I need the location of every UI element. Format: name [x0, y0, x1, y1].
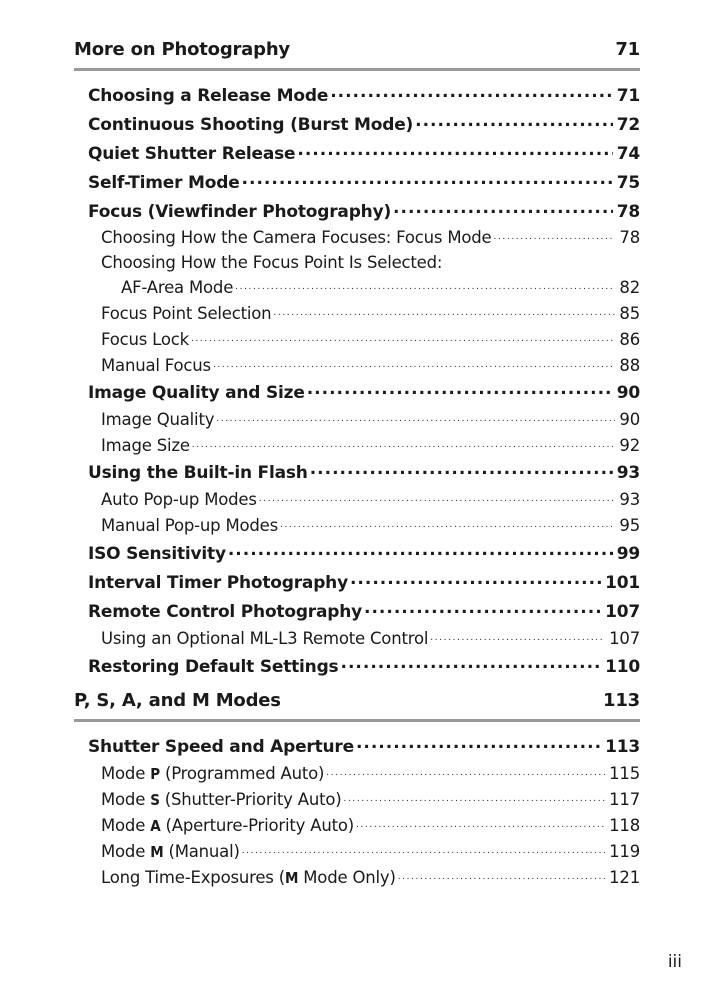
entry-page: 72 — [616, 115, 640, 135]
mode-p-symbol: P — [150, 765, 160, 783]
toc-entry[interactable] — [88, 377, 640, 403]
toc-subentry[interactable] — [101, 429, 640, 455]
entry-page: 107 — [609, 629, 640, 648]
toc-entry[interactable] — [88, 109, 640, 135]
entry-title: Focus (Viewfinder Photography) — [88, 202, 392, 222]
toc-entry[interactable] — [88, 538, 640, 564]
entry-page: 117 — [609, 790, 640, 809]
entry-page: 121 — [609, 868, 640, 887]
mode-m-symbol: M — [150, 843, 164, 861]
entry-title: Image Quality — [101, 410, 215, 429]
entry-title: Focus Point Selection — [101, 304, 272, 323]
toc-subentry[interactable] — [101, 297, 640, 323]
toc-subentry[interactable] — [101, 835, 640, 861]
toc-subentry[interactable] — [101, 403, 640, 429]
entry-page: 86 — [619, 330, 640, 349]
mode-m-symbol: M — [284, 869, 299, 887]
entry-title: Choosing a Release Mode — [88, 86, 329, 106]
leader-dots — [415, 109, 613, 135]
toc-subentry-line[interactable] — [101, 246, 442, 272]
leader-dots — [228, 538, 613, 564]
toc-subentry[interactable] — [101, 861, 640, 887]
toc-entry[interactable] — [88, 167, 640, 193]
mode-a-symbol: A — [150, 817, 161, 835]
leader-dots — [280, 509, 615, 535]
entry-page: 75 — [616, 173, 640, 193]
entry-title: Mode P (Programmed Auto) — [101, 764, 325, 783]
page-folio: iii — [667, 952, 682, 972]
entry-page: 85 — [619, 304, 640, 323]
leader-dots — [326, 757, 605, 783]
leader-dots — [430, 622, 605, 648]
section-page: 113 — [603, 689, 640, 711]
entry-title: Manual Focus — [101, 356, 211, 375]
toc-subentry[interactable] — [101, 323, 640, 349]
entry-title: Remote Control Photography — [88, 602, 363, 622]
entry-title: Focus Lock — [101, 330, 189, 349]
entry-page: 113 — [605, 737, 640, 757]
entry-title: Manual Pop-up Modes — [101, 516, 279, 535]
leader-dots — [494, 221, 616, 247]
toc-subentry[interactable] — [101, 483, 640, 509]
leader-dots — [213, 349, 615, 375]
entry-title: Choosing How the Camera Focuses: Focus Mode — [101, 228, 492, 247]
entry-title: Mode M (Manual) — [101, 842, 240, 861]
entry-title: Long Time-Exposures (M Mode Only) — [101, 868, 396, 887]
entry-title: Using the Built-in Flash — [88, 463, 308, 483]
leader-dots — [273, 297, 615, 323]
entry-title: ISO Sensitivity — [88, 544, 226, 564]
toc-subentry[interactable] — [101, 221, 640, 247]
leader-dots — [364, 596, 601, 622]
toc-subentry[interactable] — [101, 622, 640, 648]
entry-page: 118 — [609, 816, 640, 835]
toc-entry[interactable] — [88, 596, 640, 622]
entry-title: Mode S (Shutter-Priority Auto) — [101, 790, 342, 809]
leader-dots — [259, 483, 616, 509]
section-heading[interactable] — [74, 35, 640, 63]
entry-page: 71 — [616, 86, 640, 106]
entry-title: Restoring Default Settings — [88, 657, 339, 677]
toc-entry[interactable] — [88, 80, 640, 106]
section-rule — [74, 719, 640, 722]
leader-dots — [356, 809, 605, 835]
leader-dots — [242, 167, 613, 193]
section-title: P, S, A, and M Modes — [74, 689, 281, 711]
leader-dots — [398, 861, 605, 887]
entry-page: 78 — [619, 228, 640, 247]
entry-title: Image Quality and Size — [88, 383, 305, 403]
toc-entry[interactable] — [88, 731, 640, 757]
entry-page: 115 — [609, 764, 640, 783]
leader-dots — [340, 651, 601, 677]
leader-dots — [192, 429, 616, 455]
toc-entry[interactable] — [88, 567, 640, 593]
mode-s-symbol: S — [150, 791, 160, 809]
entry-page: 93 — [616, 463, 640, 483]
toc-subentry-continuation[interactable] — [121, 271, 640, 297]
entry-page: 119 — [609, 842, 640, 861]
section-title: More on Photography — [74, 38, 290, 60]
entry-title: AF-Area Mode — [121, 278, 234, 297]
entry-page: 101 — [605, 573, 640, 593]
entry-title: Shutter Speed and Aperture — [88, 737, 354, 757]
entry-title: Using an Optional ML-L3 Remote Control — [101, 629, 429, 648]
entry-page: 99 — [616, 544, 640, 564]
toc-entry[interactable] — [88, 457, 640, 483]
entry-page: 74 — [616, 144, 640, 164]
leader-dots — [356, 731, 601, 757]
toc-subentry[interactable] — [101, 757, 640, 783]
entry-title: Continuous Shooting (Burst Mode) — [88, 115, 414, 135]
entry-page: 90 — [616, 383, 640, 403]
toc-entry[interactable] — [88, 196, 640, 222]
leader-dots — [393, 196, 613, 222]
toc-subentry[interactable] — [101, 509, 640, 535]
leader-dots — [350, 567, 601, 593]
entry-title: Auto Pop-up Modes — [101, 490, 257, 509]
leader-dots — [235, 271, 615, 297]
leader-dots — [330, 80, 613, 106]
entry-title: Choosing How the Focus Point Is Selected: — [101, 253, 443, 272]
leader-dots — [310, 457, 613, 483]
leader-dots — [191, 323, 615, 349]
entry-title: Quiet Shutter Release — [88, 144, 296, 164]
entry-title: Self-Timer Mode — [88, 173, 240, 193]
entry-title: Interval Timer Photography — [88, 573, 348, 593]
section-heading[interactable] — [74, 686, 640, 714]
toc-subentry[interactable] — [101, 783, 640, 809]
leader-dots — [216, 403, 615, 429]
entry-page: 88 — [619, 356, 640, 375]
toc-subentry[interactable] — [101, 349, 640, 375]
entry-page: 78 — [616, 202, 640, 222]
entry-title: Image Size — [101, 436, 190, 455]
toc-entry[interactable] — [88, 138, 640, 164]
leader-dots — [297, 138, 612, 164]
entry-title: Mode A (Aperture-Priority Auto) — [101, 816, 355, 835]
entry-page: 93 — [619, 490, 640, 509]
entry-page: 92 — [619, 436, 640, 455]
entry-page: 82 — [619, 278, 640, 297]
leader-dots — [242, 835, 605, 861]
entry-page: 107 — [605, 602, 640, 622]
toc-entry[interactable] — [88, 651, 640, 677]
leader-dots — [307, 377, 613, 403]
entry-page: 90 — [619, 410, 640, 429]
toc-subentry[interactable] — [101, 809, 640, 835]
section-page: 71 — [615, 38, 640, 60]
entry-page: 95 — [619, 516, 640, 535]
section-rule — [74, 68, 640, 71]
leader-dots — [344, 783, 606, 809]
entry-page: 110 — [605, 657, 640, 677]
